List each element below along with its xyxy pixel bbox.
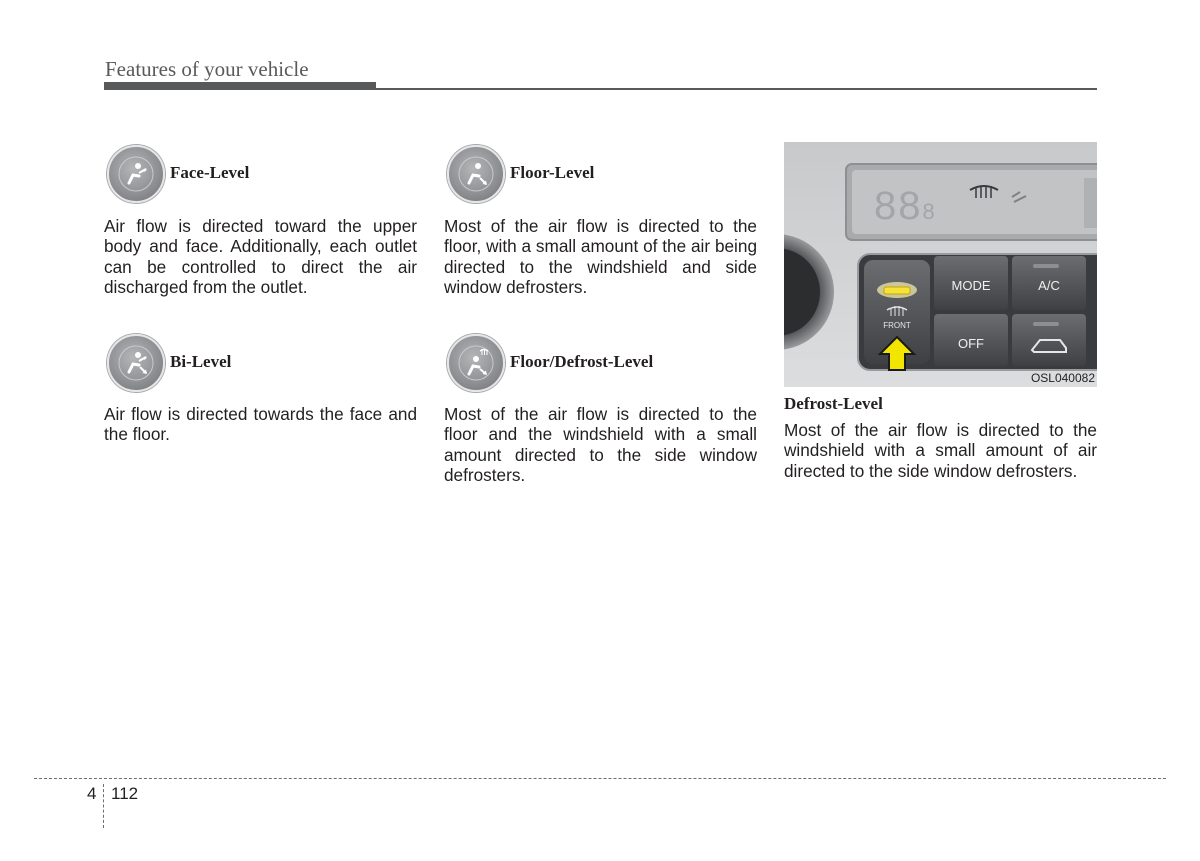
page-number: 112	[111, 784, 139, 803]
face-level-label: Face-Level	[170, 163, 250, 182]
bi-level-description: Air flow is directed towards the face and the floor.	[104, 404, 417, 445]
floor-level-icon	[447, 145, 505, 203]
footer-rule	[34, 778, 1166, 779]
floor-level-label: Floor-Level	[510, 163, 595, 182]
climate-control-photo	[784, 142, 1097, 387]
bi-level-icon	[107, 334, 165, 392]
bi-level-label: Bi-Level	[170, 352, 232, 371]
floor-defrost-level-icon	[447, 334, 505, 392]
mode-button[interactable]: MODE	[951, 278, 991, 293]
floor-defrost-level-label: Floor/Defrost-Level	[510, 352, 654, 371]
section-number: 4	[87, 784, 97, 803]
ac-button[interactable]: A/C	[1038, 278, 1060, 293]
defrost-level-label: Defrost-Level	[784, 394, 883, 413]
face-level-description: Air flow is directed toward the upper body and face. Additionally, each outlet can be controlled to direct the air discharged from the outlet.	[104, 216, 417, 298]
front-defrost-button[interactable]: FRONT	[883, 321, 911, 330]
display-temperature: 888	[874, 184, 937, 228]
footer-divider	[103, 784, 104, 828]
defrost-level-description: Most of the air flow is directed to the windshield with a small amount of air directed to the side window defrosters.	[784, 420, 1097, 481]
floor-level-description: Most of the air flow is directed to the floor, with a small amount of the air being directed to the windshield and side window defrosters.	[444, 216, 757, 298]
header-rule	[104, 88, 1097, 90]
page-header-title: Features of your vehicle	[105, 57, 309, 81]
floor-defrost-level-description: Most of the air flow is directed to the floor and the windshield with a small amount directed to the side window defrosters.	[444, 404, 757, 486]
off-button[interactable]: OFF	[958, 336, 984, 351]
photo-caption: OSL040082	[1030, 371, 1095, 385]
face-level-icon	[107, 145, 165, 203]
